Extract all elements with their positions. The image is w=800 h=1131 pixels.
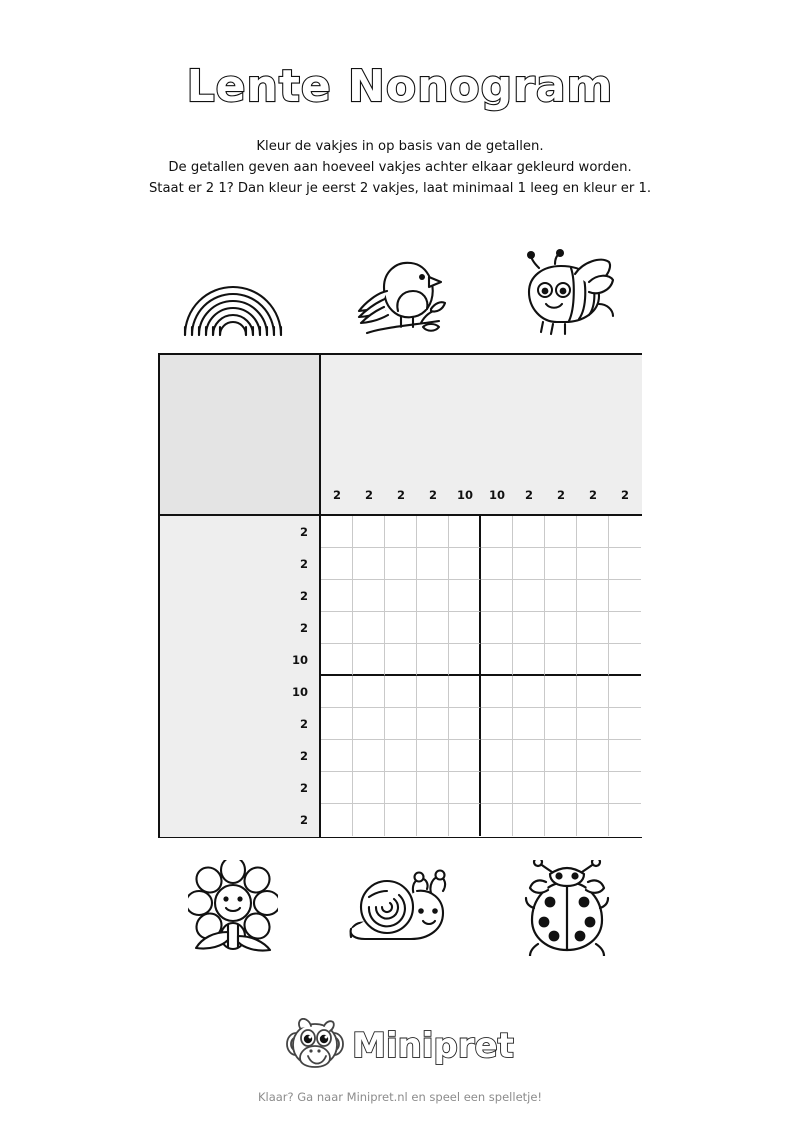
puzzle-cell-r9-c7[interactable] — [513, 772, 545, 804]
puzzle-cell-r9-c9[interactable] — [577, 772, 609, 804]
puzzle-cell-r6-c10[interactable] — [609, 676, 641, 708]
puzzle-cell-r10-c8[interactable] — [545, 804, 577, 836]
puzzle-cell-r9-c5[interactable] — [449, 772, 481, 804]
puzzle-cell-r3-c1[interactable] — [321, 580, 353, 612]
puzzle-cell-r1-c10[interactable] — [609, 516, 641, 548]
puzzle-cell-r1-c3[interactable] — [385, 516, 417, 548]
puzzle-cell-r4-c5[interactable] — [449, 612, 481, 644]
puzzle-cell-r4-c9[interactable] — [577, 612, 609, 644]
column-clue: 10 — [488, 488, 505, 502]
puzzle-cell-r8-c5[interactable] — [449, 740, 481, 772]
puzzle-cell-r6-c7[interactable] — [513, 676, 545, 708]
puzzle-cell-r9-c10[interactable] — [609, 772, 641, 804]
puzzle-cell-r10-c2[interactable] — [353, 804, 385, 836]
puzzle-cell-r5-c8[interactable] — [545, 644, 577, 676]
puzzle-cell-r1-c6[interactable] — [481, 516, 513, 548]
column-clue: 2 — [396, 488, 405, 502]
column-clue: 2 — [620, 488, 629, 502]
puzzle-cell-r1-c1[interactable] — [321, 516, 353, 548]
row-clue: 2 — [299, 621, 308, 635]
puzzle-cell-r4-c1[interactable] — [321, 612, 353, 644]
puzzle-cell-r8-c10[interactable] — [609, 740, 641, 772]
puzzle-cell-r5-c10[interactable] — [609, 644, 641, 676]
puzzle-cell-r5-c7[interactable] — [513, 644, 545, 676]
puzzle-cell-r2-c4[interactable] — [417, 548, 449, 580]
icon-row-bottom — [158, 858, 642, 958]
ladybug-icon — [492, 858, 642, 958]
instruction-line-3: Staat er 2 1? Dan kleur je eerst 2 vakjes, laat minimaal 1 leeg en kleur er 1. — [148, 181, 652, 196]
column-clue: 2 — [556, 488, 565, 502]
puzzle-cell-r10-c3[interactable] — [385, 804, 417, 836]
snail-icon — [325, 858, 475, 958]
footer-note: Klaar? Ga naar Minipret.nl en speel een spelletje! — [257, 1090, 543, 1104]
puzzle-cell-r4-c10[interactable] — [609, 612, 641, 644]
column-clue: 2 — [588, 488, 597, 502]
footer-logo — [0, 1018, 800, 1074]
row-clue: 2 — [299, 813, 308, 827]
puzzle-cell-r7-c4[interactable] — [417, 708, 449, 740]
rainbow-icon — [158, 243, 308, 343]
puzzle-cell-r8-c9[interactable] — [577, 740, 609, 772]
puzzle-cell-r4-c6[interactable] — [481, 612, 513, 644]
row-clue: 2 — [299, 749, 308, 763]
puzzle-cell-r4-c2[interactable] — [353, 612, 385, 644]
puzzle-cell-r2-c2[interactable] — [353, 548, 385, 580]
puzzle-cell-r2-c8[interactable] — [545, 548, 577, 580]
nonogram-grid[interactable] — [158, 353, 642, 838]
puzzle-cell-r7-c7[interactable] — [513, 708, 545, 740]
puzzle-cell-r10-c6[interactable] — [481, 804, 513, 836]
puzzle-cell-r3-c6[interactable] — [481, 580, 513, 612]
puzzle-cell-r9-c8[interactable] — [545, 772, 577, 804]
puzzle-cell-r8-c1[interactable] — [321, 740, 353, 772]
puzzle-cell-r10-c9[interactable] — [577, 804, 609, 836]
row-clues — [160, 516, 321, 837]
puzzle-cell-r6-c5[interactable] — [449, 676, 481, 708]
puzzle-cell-r6-c4[interactable] — [417, 676, 449, 708]
puzzle-cell-r1-c2[interactable] — [353, 516, 385, 548]
puzzle-cell-r2-c10[interactable] — [609, 548, 641, 580]
puzzle-cells[interactable] — [321, 516, 642, 837]
puzzle-cell-r5-c9[interactable] — [577, 644, 609, 676]
puzzle-cell-r7-c8[interactable] — [545, 708, 577, 740]
puzzle-cell-r10-c7[interactable] — [513, 804, 545, 836]
column-clue: 2 — [428, 488, 437, 502]
puzzle-cell-r3-c8[interactable] — [545, 580, 577, 612]
puzzle-cell-r2-c1[interactable] — [321, 548, 353, 580]
puzzle-cell-r3-c2[interactable] — [353, 580, 385, 612]
puzzle-cell-r2-c7[interactable] — [513, 548, 545, 580]
grid-corner-block — [160, 355, 321, 516]
puzzle-cell-r1-c4[interactable] — [417, 516, 449, 548]
puzzle-cell-r2-c3[interactable] — [385, 548, 417, 580]
puzzle-cell-r4-c8[interactable] — [545, 612, 577, 644]
puzzle-cell-r6-c6[interactable] — [481, 676, 513, 708]
puzzle-cell-r3-c4[interactable] — [417, 580, 449, 612]
puzzle-cell-r5-c3[interactable] — [385, 644, 417, 676]
column-clue: 2 — [364, 488, 373, 502]
puzzle-cell-r9-c1[interactable] — [321, 772, 353, 804]
puzzle-cell-r7-c10[interactable] — [609, 708, 641, 740]
puzzle-cell-r2-c5[interactable] — [449, 548, 481, 580]
puzzle-cell-r1-c5[interactable] — [449, 516, 481, 548]
puzzle-cell-r9-c3[interactable] — [385, 772, 417, 804]
puzzle-cell-r4-c4[interactable] — [417, 612, 449, 644]
puzzle-cell-r3-c10[interactable] — [609, 580, 641, 612]
flower-icon — [158, 858, 308, 958]
instruction-line-2: De getallen geven aan hoeveel vakjes achter elkaar gekleurd worden. — [168, 160, 632, 175]
puzzle-cell-r5-c5[interactable] — [449, 644, 481, 676]
puzzle-cell-r6-c2[interactable] — [353, 676, 385, 708]
puzzle-cell-r3-c3[interactable] — [385, 580, 417, 612]
puzzle-cell-r9-c6[interactable] — [481, 772, 513, 804]
puzzle-cell-r5-c1[interactable] — [321, 644, 353, 676]
puzzle-cell-r8-c4[interactable] — [417, 740, 449, 772]
row-clue: 2 — [299, 717, 308, 731]
puzzle-cell-r4-c3[interactable] — [385, 612, 417, 644]
puzzle-cell-r7-c6[interactable] — [481, 708, 513, 740]
puzzle-cell-r6-c9[interactable] — [577, 676, 609, 708]
monkey-logo-icon — [286, 1018, 344, 1074]
puzzle-cell-r4-c7[interactable] — [513, 612, 545, 644]
row-clue: 10 — [291, 685, 308, 699]
puzzle-cell-r10-c1[interactable] — [321, 804, 353, 836]
row-clue: 2 — [299, 781, 308, 795]
page-title: Lente Nonogram — [186, 61, 614, 112]
puzzle-cell-r5-c2[interactable] — [353, 644, 385, 676]
puzzle-cell-r1-c9[interactable] — [577, 516, 609, 548]
puzzle-cell-r2-c6[interactable] — [481, 548, 513, 580]
puzzle-cell-r7-c1[interactable] — [321, 708, 353, 740]
brand-name: Minipret — [352, 1026, 514, 1066]
puzzle-cell-r3-c7[interactable] — [513, 580, 545, 612]
puzzle-cell-r1-c7[interactable] — [513, 516, 545, 548]
puzzle-cell-r8-c8[interactable] — [545, 740, 577, 772]
puzzle-cell-r9-c2[interactable] — [353, 772, 385, 804]
row-clue: 2 — [299, 589, 308, 603]
icon-row-top — [158, 243, 642, 343]
puzzle-cell-r5-c4[interactable] — [417, 644, 449, 676]
puzzle-cell-r10-c5[interactable] — [449, 804, 481, 836]
bird-icon — [325, 243, 475, 343]
puzzle-cell-r10-c4[interactable] — [417, 804, 449, 836]
puzzle-cell-r1-c8[interactable] — [545, 516, 577, 548]
puzzle-cell-r3-c9[interactable] — [577, 580, 609, 612]
instructions-block — [0, 136, 800, 199]
puzzle-cell-r2-c9[interactable] — [577, 548, 609, 580]
puzzle-cell-r7-c3[interactable] — [385, 708, 417, 740]
column-clues — [321, 355, 642, 516]
column-clue: 2 — [332, 488, 341, 502]
puzzle-cell-r6-c3[interactable] — [385, 676, 417, 708]
puzzle-cell-r6-c1[interactable] — [321, 676, 353, 708]
puzzle-cell-r5-c6[interactable] — [481, 644, 513, 676]
row-clue: 2 — [299, 557, 308, 571]
puzzle-cell-r3-c5[interactable] — [449, 580, 481, 612]
column-clue: 10 — [456, 488, 473, 502]
row-clue: 2 — [299, 525, 308, 539]
row-clue: 10 — [291, 653, 308, 667]
puzzle-cell-r8-c2[interactable] — [353, 740, 385, 772]
column-clue: 2 — [524, 488, 533, 502]
puzzle-cell-r8-c6[interactable] — [481, 740, 513, 772]
puzzle-cell-r7-c5[interactable] — [449, 708, 481, 740]
puzzle-cell-r8-c3[interactable] — [385, 740, 417, 772]
puzzle-cell-r10-c10[interactable] — [609, 804, 641, 836]
puzzle-cell-r7-c2[interactable] — [353, 708, 385, 740]
puzzle-cell-r9-c4[interactable] — [417, 772, 449, 804]
title-area — [0, 62, 800, 113]
puzzle-cell-r8-c7[interactable] — [513, 740, 545, 772]
bee-icon — [492, 243, 642, 343]
puzzle-cell-r7-c9[interactable] — [577, 708, 609, 740]
puzzle-cell-r6-c8[interactable] — [545, 676, 577, 708]
instruction-line-1: Kleur de vakjes in op basis van de getallen. — [256, 139, 544, 154]
